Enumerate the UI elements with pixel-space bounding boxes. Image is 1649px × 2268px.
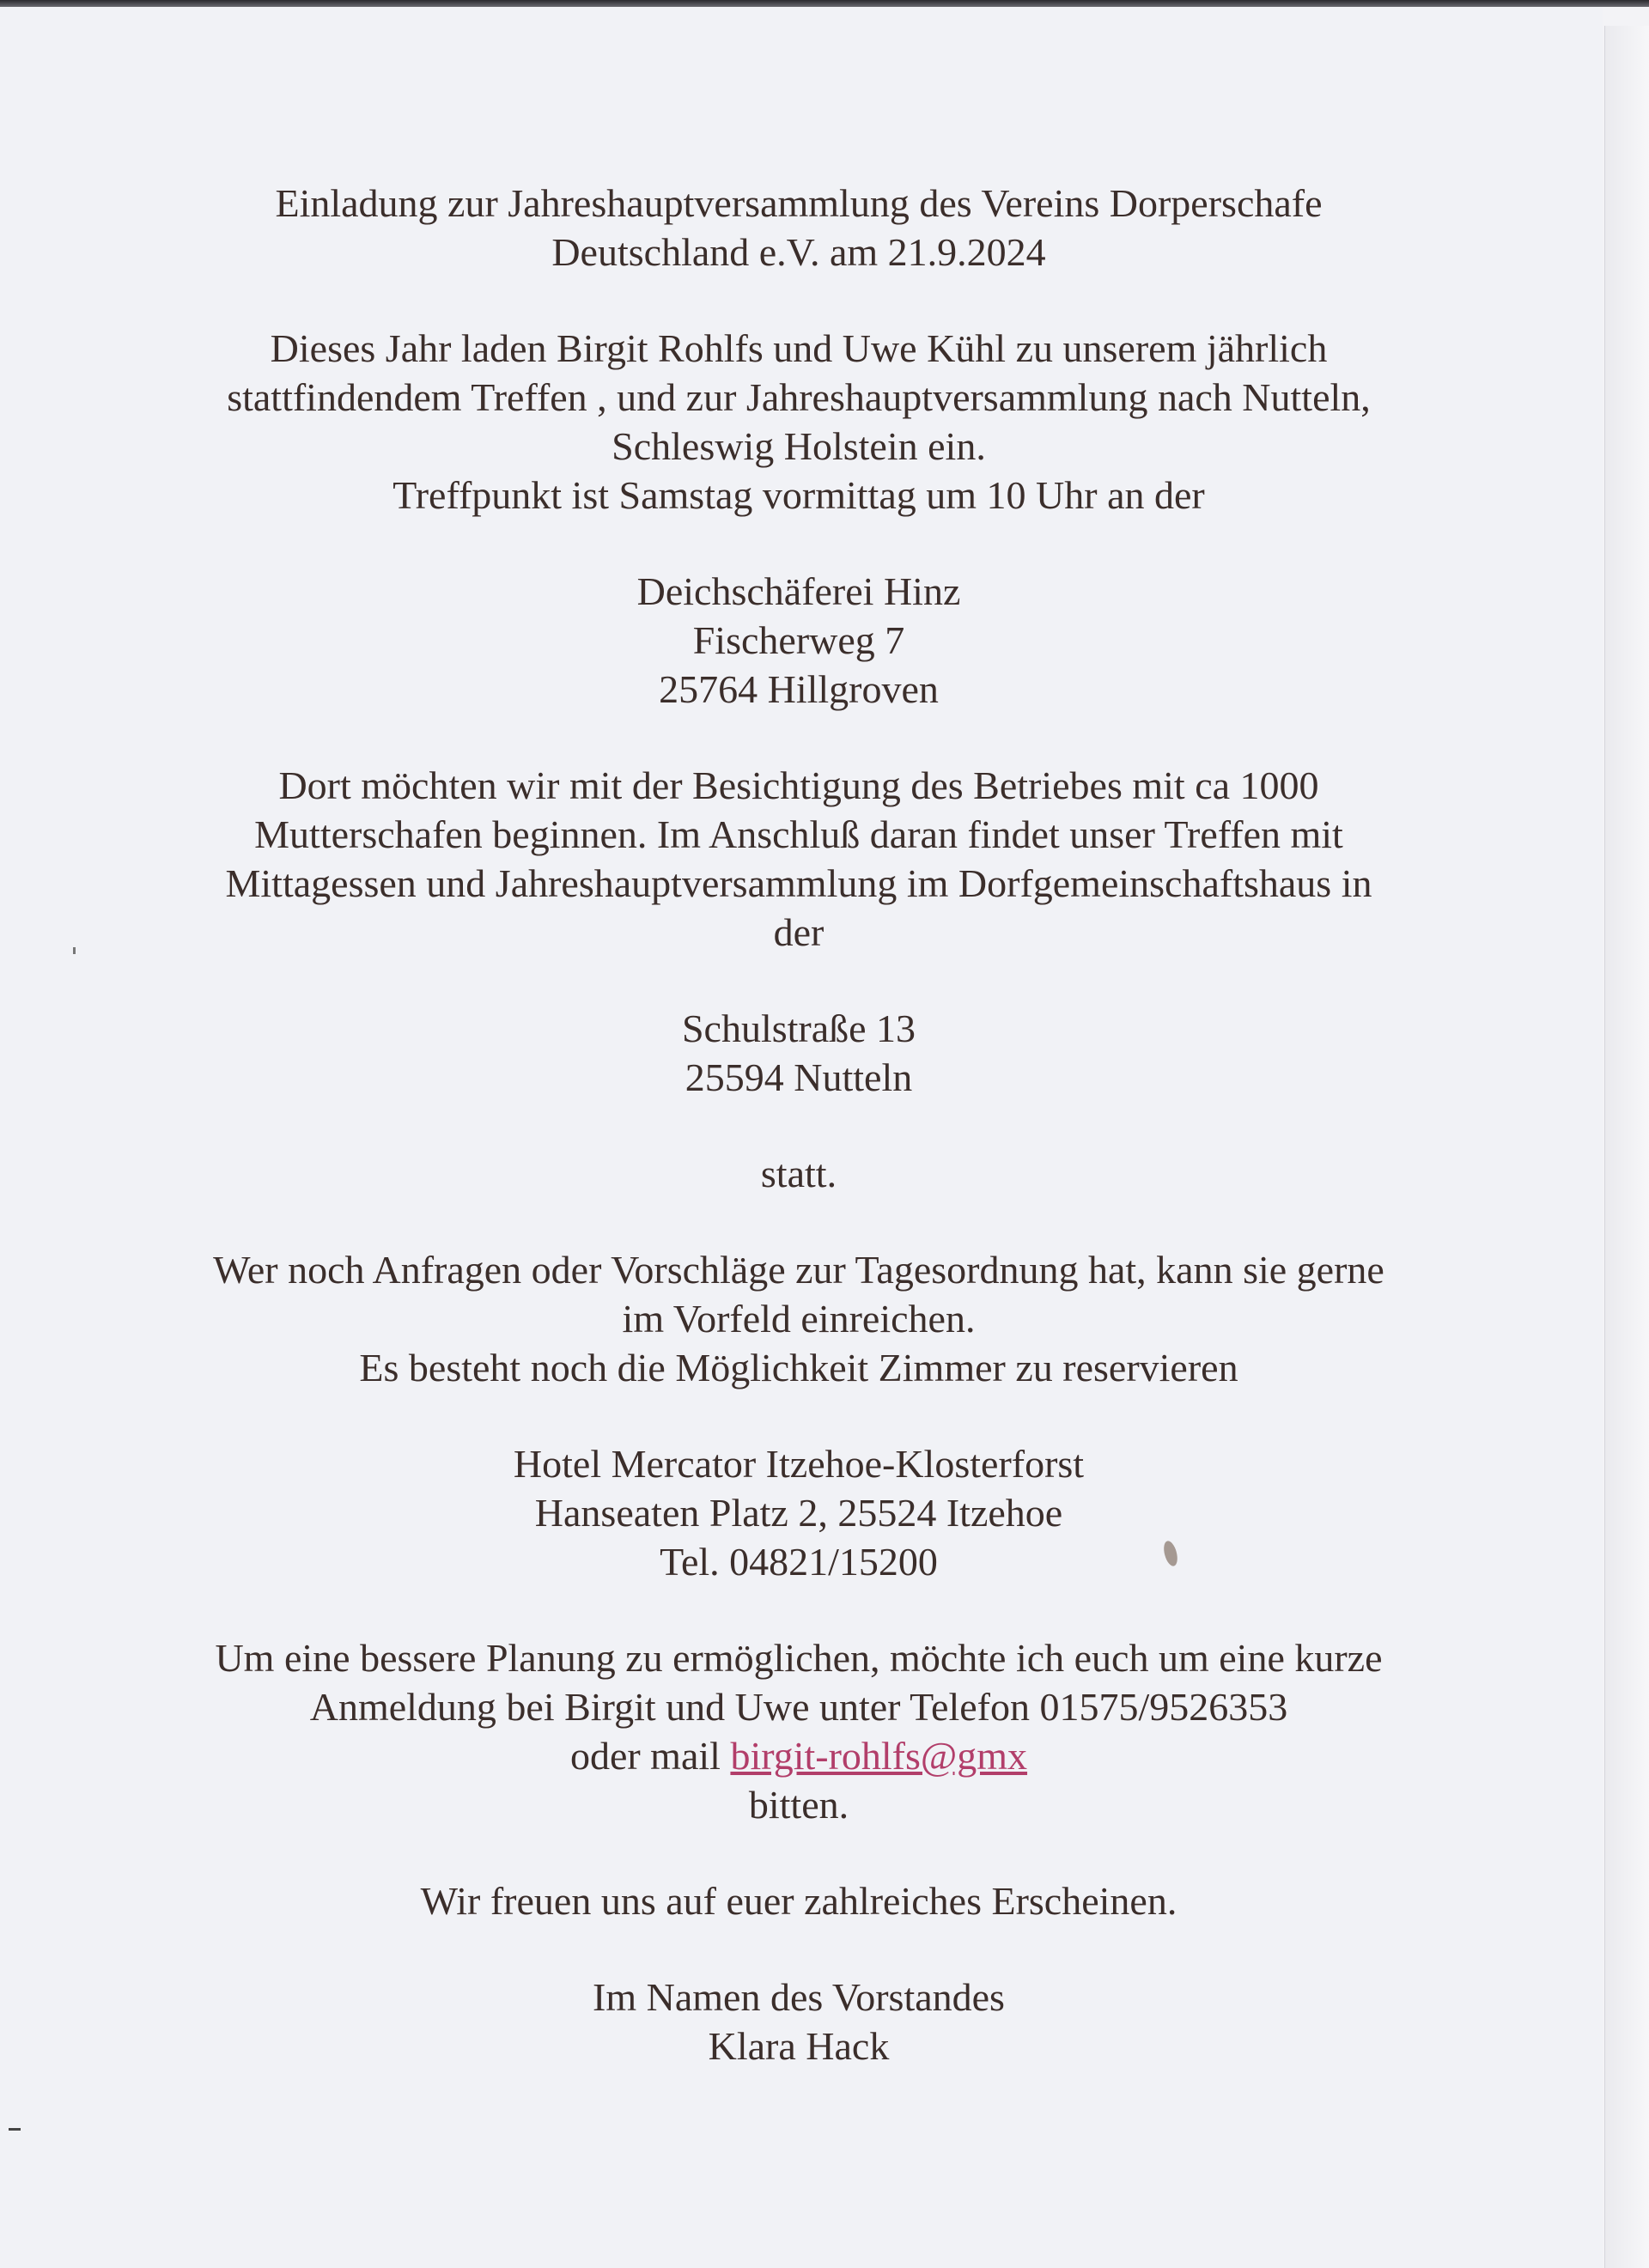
address-line: Schulstraße 13	[681, 1006, 916, 1050]
program-paragraph	[112, 761, 1486, 957]
paper-speck	[9, 2128, 21, 2131]
letter-title	[112, 179, 1486, 277]
address-line: 25594 Nutteln	[685, 1055, 913, 1099]
document-page	[0, 7, 1603, 2268]
text-line: Dort möchten wir mit der Besichtigung des Betriebes mit ca 1000	[278, 763, 1319, 807]
closing-line: Wir freuen uns auf euer zahlreiches Erscheinen.	[420, 1879, 1177, 1923]
email-link[interactable]: birgit-rohlfs@gmx	[730, 1734, 1028, 1778]
address-line: Fischerweg 7	[692, 618, 905, 662]
statt-line: statt.	[760, 1152, 837, 1195]
registration-paragraph	[112, 1633, 1486, 1829]
hotel-address	[112, 1439, 1486, 1586]
text-line: der	[773, 910, 824, 954]
signature-name: Klara Hack	[708, 2024, 890, 2068]
scan-top-edge	[0, 0, 1649, 7]
address-line: Deichschäferei Hinz	[636, 569, 961, 613]
text-line: im Vorfeld einreichen.	[622, 1297, 976, 1341]
text-line: Es besteht noch die Möglichkeit Zimmer zu reservieren	[359, 1346, 1238, 1389]
mail-line	[112, 1731, 1486, 1780]
text-line: Anmeldung bei Birgit und Uwe unter Telefon 01575/9526353	[309, 1685, 1288, 1729]
venue-address	[112, 1004, 1486, 1102]
text-line: Dieses Jahr laden Birgit Rohlfs und Uwe Kühl zu unserem jährlich	[270, 326, 1328, 370]
address-line: Hanseaten Platz 2, 25524 Itzehoe	[534, 1491, 1063, 1535]
text-line: Um eine bessere Planung zu ermöglichen, möchte ich euch um eine kurze	[215, 1636, 1383, 1680]
letter-body	[112, 179, 1486, 2070]
title-line: Einladung zur Jahreshauptversammlung des Vereins Dorperschafe	[275, 181, 1323, 225]
paper-speck	[73, 947, 76, 954]
signature-block	[112, 1973, 1486, 2070]
address-line: Hotel Mercator Itzehoe-Klosterforst	[513, 1442, 1085, 1486]
text-line: Schleswig Holstein ein.	[612, 424, 986, 468]
requests-paragraph	[112, 1245, 1486, 1392]
address-line: 25764 Hillgroven	[659, 667, 939, 711]
intro-paragraph	[112, 324, 1486, 520]
address-line: Tel. 04821/15200	[660, 1540, 938, 1584]
mail-prefix: oder mail	[569, 1734, 731, 1778]
text-line: bitten.	[748, 1783, 849, 1827]
text-line: stattfindendem Treffen , und zur Jahreshauptversammlung nach Nutteln,	[227, 375, 1371, 419]
signature-line: Im Namen des Vorstandes	[593, 1975, 1005, 2019]
text-line: Mutterschafen beginnen. Im Anschluß daran findet unser Treffen mit	[254, 812, 1343, 856]
scan-right-edge	[1604, 26, 1649, 2268]
text-line: Treffpunkt ist Samstag vormittag um 10 Uhr an der	[392, 473, 1205, 517]
text-line: Mittagessen und Jahreshauptversammlung im Dorfgemeinschaftshaus in	[225, 861, 1372, 905]
title-line: Deutschland e.V. am 21.9.2024	[551, 230, 1046, 274]
text-line: Wer noch Anfragen oder Vorschläge zur Tagesordnung hat, kann sie gerne	[213, 1248, 1384, 1292]
meeting-address	[112, 567, 1486, 714]
